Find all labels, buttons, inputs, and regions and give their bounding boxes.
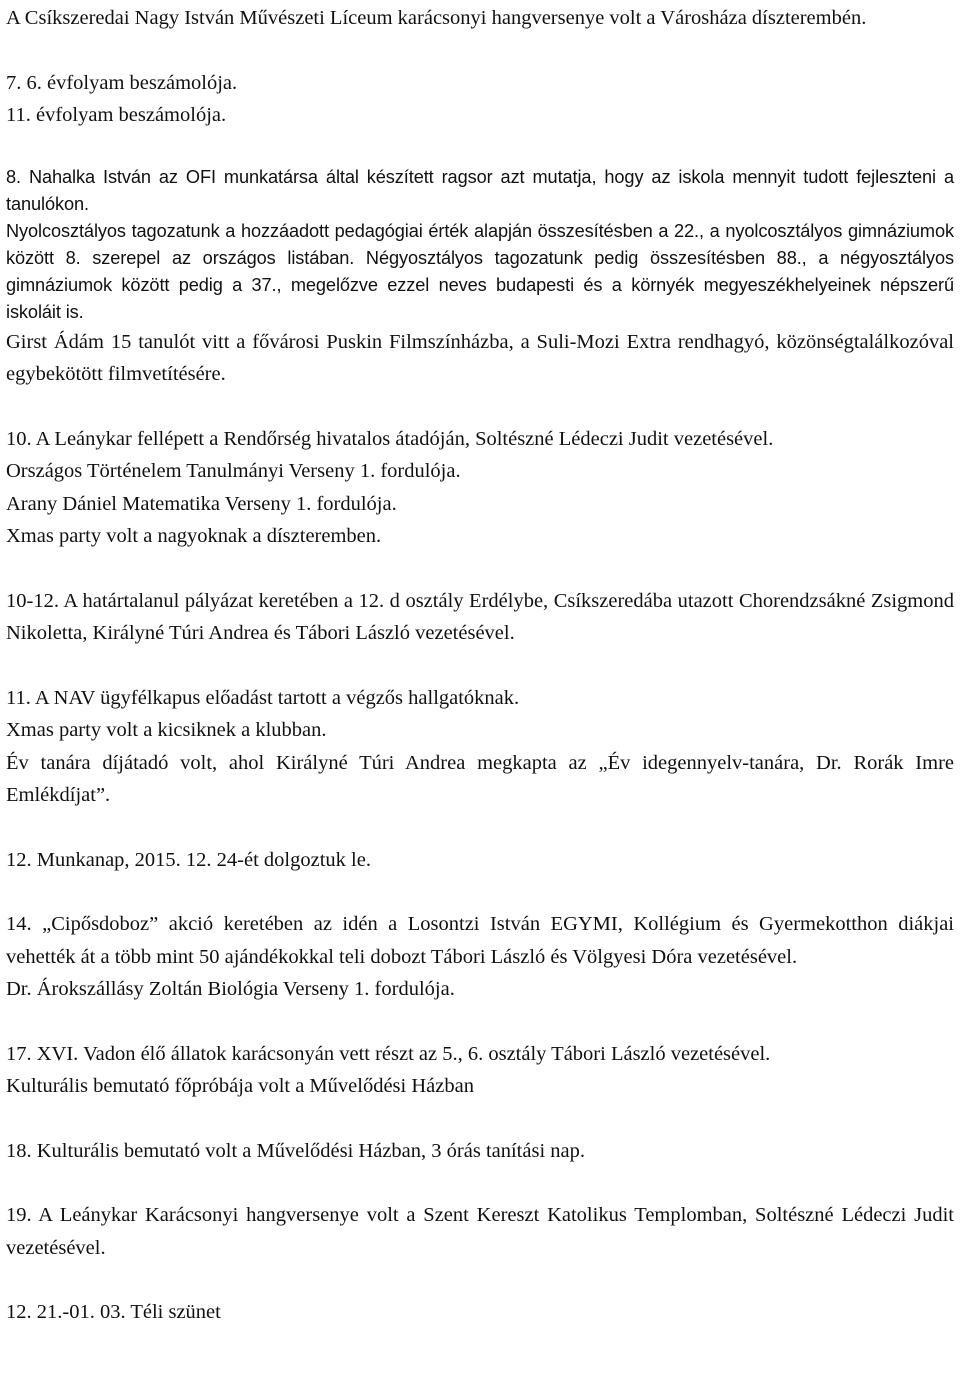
paragraph-nav-lecture: 11. A NAV ügyfélkapus előadást tartott a végzős hallgatóknak. <box>6 686 520 709</box>
paragraph-teacher-award: Év tanára díjátadó volt, ahol Királyné Túri Andrea megkapta az „Év idegennyelv-tanára, Dr. Rorák Imre Emlékdíjat”. <box>6 751 954 806</box>
paragraph-shoebox-action: 14. „Cipősdoboz” akció keretében az idén a Losontzi István EGYMI, Kollégium és Gyermekotthon diákjai vehették át a több mint 50 ajándékokkal teli dobozt Tábori László és Völgyesi Dóra vezetésével. <box>6 913 954 968</box>
paragraph-winter-break: 12. 21.-01. 03. Téli szünet <box>6 1301 221 1323</box>
paragraph-grade-6-report: 7. 6. évfolyam beszámolója. <box>6 71 238 94</box>
paragraph-police-handover: 10. A Leánykar fellépett a Rendőrség hivatalos átadóján, Soltészné Lédeczi Judit vezetésével. <box>6 427 774 450</box>
paragraph-film-visit: Girst Ádám 15 tanulót vitt a fővárosi Puskin Filmszínházba, a Suli-Mozi Extra rendhagyó, közönségtalálkozóval egybekötött filmvetítésére. <box>6 330 954 385</box>
paragraph-ofi-ranking: 8. Nahalka István az OFI munkatársa által készített ragsor azt mutatja, hogy az iskola mennyit tudott fejleszteni a tanulókon. <box>6 166 954 214</box>
paragraph-xmas-party-juniors: Xmas party volt a kicsiknek a klubban. <box>6 719 327 741</box>
paragraph-grade-11-report: 11. évfolyam beszámolója. <box>6 104 227 126</box>
paragraph-biology-competition: Dr. Árokszállásy Zoltán Biológia Verseny 1. fordulója. <box>6 978 455 1000</box>
paragraph-workday: 12. Munkanap, 2015. 12. 24-ét dolgoztuk le. <box>6 848 371 871</box>
paragraph-math-competition: Arany Dániel Matematika Verseny 1. fordulója. <box>6 492 397 515</box>
paragraph-erdely-trip: 10-12. A határtalanul pályázat keretében a 12. d osztály Erdélybe, Csíkszeredába utazott Chorendzsákné Zsigmond Nikoletta, Királyné Túri Andrea és Tábori László vezetésével. <box>6 589 954 644</box>
paragraph-history-competition: Országos Történelem Tanulmányi Verseny 1. fordulója. <box>6 460 461 482</box>
paragraph-wildlife-christmas: 17. XVI. Vadon élő állatok karácsonyán vett részt az 5., 6. osztály Tábori László vezetésével. <box>6 1042 771 1065</box>
paragraph-liceum-concert: A Csíkszeredai Nagy István Művészeti Líceum karácsonyi hangversenye volt a Városháza díszterembén. <box>6 7 867 29</box>
paragraph-choir-christmas-concert: 19. A Leánykar Karácsonyi hangversenye volt a Szent Kereszt Katolikus Templomban, Soltészné Lédeczi Judit vezetésével. <box>6 1204 954 1259</box>
paragraph-ranking-details: Nyolcosztályos tagozatunk a hozzáadott pedagógiai érték alapján összesítésben a 22., a nyolcosztályos gimnáziumok között 8. szerepel az országos listában. Négyosztályos tagozatunk pedig összesítésben 88., a négyosztályos gimnáziumok között pedig a 37., megelőzve ezzel neves budapesti és a környék megyeszékhelyeinek népszerű iskoláit is. <box>6 220 954 322</box>
paragraph-cultural-show: 18. Kulturális bemutató volt a Művelődési Házban, 3 órás tanítási nap. <box>6 1139 585 1162</box>
paragraph-xmas-party-seniors: Xmas party volt a nagyoknak a díszteremben. <box>6 525 382 547</box>
paragraph-cultural-rehearsal: Kulturális bemutató főpróbája volt a Művelődési Házban <box>6 1075 474 1097</box>
